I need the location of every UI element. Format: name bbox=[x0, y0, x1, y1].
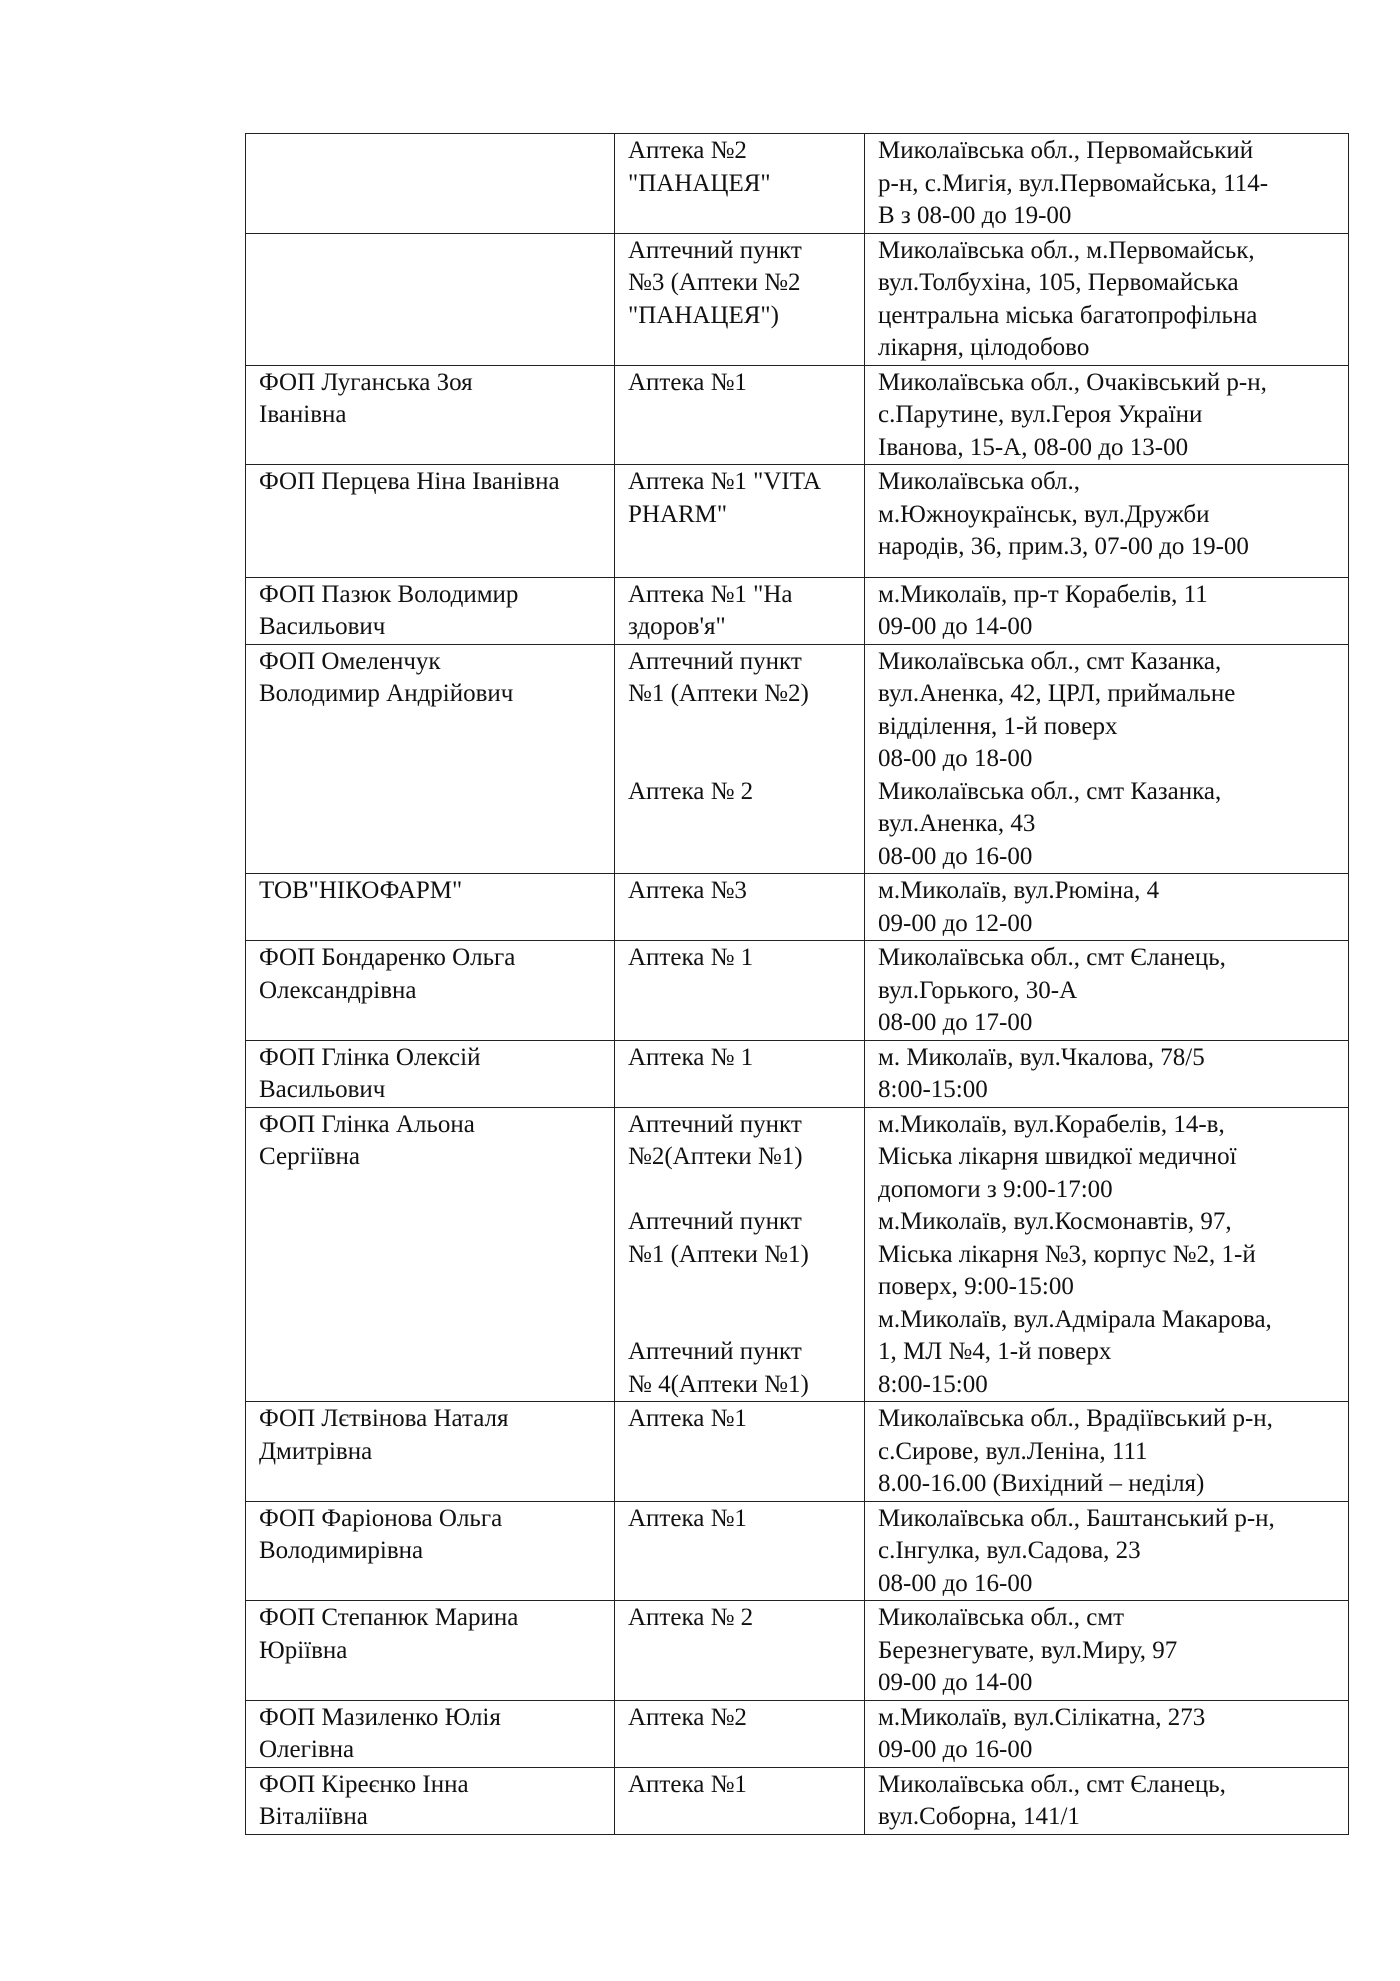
pharmacy-name-line: №3 (Аптеки №2 bbox=[628, 269, 801, 296]
pharmacy-name-line: Аптечний пункт bbox=[628, 236, 802, 264]
address-line: 08-00 до 17-00 bbox=[878, 1009, 1033, 1036]
address-line: м.Миколаїв, пр-т Корабелів, 11 bbox=[878, 580, 1208, 608]
owner-name-line: Володимир Андрійович bbox=[259, 680, 514, 707]
pharmacy-name-line: "ПАНАЦЕЯ") bbox=[628, 301, 779, 329]
pharmacy-name-line: Аптека № 2 bbox=[628, 777, 754, 805]
pharmacy-name-line: Аптека № 1 bbox=[628, 1043, 754, 1071]
address-line: м.Миколаїв, вул.Космонавтів, 97, bbox=[878, 1208, 1232, 1235]
owner-name-line: Іванівна bbox=[259, 401, 347, 428]
address-line: м.Южноукраїнськ, вул.Дружби bbox=[878, 500, 1210, 528]
pharmacy-name-line: Аптечний пункт bbox=[628, 1110, 802, 1138]
table-row bbox=[246, 1767, 1349, 1834]
address-line: Миколаївська обл., Баштанський р-н, bbox=[878, 1504, 1275, 1532]
owner-name-line: ФОП Глінка Альона bbox=[259, 1110, 475, 1138]
address-cell bbox=[865, 1040, 1349, 1107]
pharmacy-name-line: Аптечний пункт bbox=[628, 647, 802, 675]
address-line: 8:00-15:00 bbox=[878, 1370, 988, 1398]
owner-name-line: Олександрівна bbox=[259, 976, 417, 1004]
pharmacy-name-line: Аптека №1 bbox=[628, 1770, 747, 1798]
address-line: Миколаївська обл., Врадіївський р-н, bbox=[878, 1405, 1273, 1432]
spacer bbox=[628, 743, 855, 776]
address-line: 1, МЛ №4, 1-й поверх bbox=[878, 1338, 1112, 1365]
address-cell bbox=[865, 1700, 1349, 1767]
address-line: Миколаївська обл., Первомайський bbox=[878, 137, 1254, 164]
address-line: Миколаївська обл., смт Єланець, bbox=[878, 944, 1226, 971]
owner-name-line: ФОП Лєтвінова Наталя bbox=[259, 1405, 509, 1432]
address-cell bbox=[865, 134, 1349, 234]
owner-name-line: ФОП Мазиленко Юлія bbox=[259, 1703, 501, 1731]
address-line: с.Сирове, вул.Леніна, 111 bbox=[878, 1437, 1148, 1465]
address-line: м.Миколаїв, вул.Рюміна, 4 bbox=[878, 877, 1160, 904]
address-line: вул.Соборна, 141/1 bbox=[878, 1803, 1080, 1830]
pharmacy-name-cell bbox=[615, 1601, 865, 1701]
address-cell bbox=[865, 1107, 1349, 1402]
address-cell bbox=[865, 365, 1349, 465]
address-cell bbox=[865, 644, 1349, 874]
owner-name-line: ФОП Перцева Ніна Іванівна bbox=[259, 468, 560, 495]
pharmacy-name-line: Аптека №1 bbox=[628, 1504, 747, 1532]
pharmacy-name-line: PHARM" bbox=[628, 500, 728, 528]
address-line: вул.Горького, 30-А bbox=[878, 976, 1078, 1004]
address-line: 8.00-16.00 (Вихідний – неділя) bbox=[878, 1470, 1205, 1497]
owner-name-line: Васильович bbox=[259, 613, 386, 640]
address-line: Миколаївська обл., м.Первомайськ, bbox=[878, 236, 1255, 264]
address-line: Миколаївська обл., bbox=[878, 468, 1081, 495]
pharmacy-name-cell bbox=[615, 941, 865, 1041]
pharmacy-name-line: Аптека №1 "VITA bbox=[628, 468, 822, 495]
owner-name-line: ФОП Бондаренко Ольга bbox=[259, 944, 516, 971]
address-line: Миколаївська обл., смт Єланець, bbox=[878, 1770, 1226, 1798]
address-line: 09-00 до 12-00 bbox=[878, 909, 1033, 937]
address-line: В з 08-00 до 19-00 bbox=[878, 202, 1072, 229]
table-row bbox=[246, 874, 1349, 941]
address-line: м.Миколаїв, вул.Адмірала Макарова, bbox=[878, 1305, 1272, 1333]
address-line: Березнегувате, вул.Миру, 97 bbox=[878, 1636, 1178, 1664]
pharmacy-name-cell bbox=[615, 233, 865, 365]
pharmacy-name-cell bbox=[615, 1501, 865, 1601]
pharmacy-name-line: Аптечний пункт bbox=[628, 1208, 802, 1235]
pharmacy-name-line: Аптека №3 bbox=[628, 877, 747, 904]
address-line: 08-00 до 16-00 bbox=[878, 1569, 1033, 1597]
pharmacy-name-line: Аптека №2 bbox=[628, 137, 747, 164]
pharmacy-name-cell bbox=[615, 465, 865, 578]
address-line: Миколаївська обл., смт Казанка, bbox=[878, 647, 1222, 675]
spacer bbox=[628, 1304, 855, 1337]
owner-cell bbox=[246, 233, 615, 365]
table-row bbox=[246, 1501, 1349, 1601]
pharmacy-name-cell bbox=[615, 644, 865, 874]
table-row bbox=[246, 1040, 1349, 1107]
owner-name-line: Сергіївна bbox=[259, 1143, 361, 1170]
address-line: відділення, 1-й поверх bbox=[878, 712, 1118, 740]
owner-cell bbox=[246, 465, 615, 578]
address-line: 08-00 до 18-00 bbox=[878, 745, 1033, 772]
address-line: допомоги з 9:00-17:00 bbox=[878, 1175, 1113, 1203]
address-line: Миколаївська обл., смт bbox=[878, 1604, 1125, 1631]
pharmacy-name-line: "ПАНАЦЕЯ" bbox=[628, 169, 771, 197]
address-line: м. Миколаїв, вул.Чкалова, 78/5 bbox=[878, 1043, 1205, 1071]
owner-cell bbox=[246, 1700, 615, 1767]
pharmacy-name-cell bbox=[615, 1700, 865, 1767]
pharmacy-name-cell bbox=[615, 134, 865, 234]
pharmacy-name-cell bbox=[615, 1767, 865, 1834]
address-line: с.Парутине, вул.Героя України bbox=[878, 401, 1203, 428]
address-line: центральна міська багатопрофільна bbox=[878, 301, 1258, 329]
pharmacy-name-line: Аптека №2 bbox=[628, 1703, 747, 1731]
owner-cell bbox=[246, 1040, 615, 1107]
pharmacy-name-cell bbox=[615, 1107, 865, 1402]
pharmacy-name-line: Аптека № 1 bbox=[628, 944, 754, 971]
pharmacy-name-line: здоров'я" bbox=[628, 613, 726, 640]
table-row bbox=[246, 233, 1349, 365]
address-line: лікарня, цілодобово bbox=[878, 334, 1090, 361]
address-line: Іванова, 15-А, 08-00 до 13-00 bbox=[878, 433, 1189, 461]
address-line: м.Миколаїв, вул.Сілікатна, 273 bbox=[878, 1703, 1206, 1731]
address-cell bbox=[865, 874, 1349, 941]
spacer bbox=[628, 711, 855, 744]
table-row bbox=[246, 1402, 1349, 1502]
pharmacy-name-line: №1 (Аптеки №2) bbox=[628, 680, 809, 707]
address-cell bbox=[865, 577, 1349, 644]
owner-name-line: ТОВ"НІКОФАРМ" bbox=[259, 877, 463, 904]
address-cell bbox=[865, 465, 1349, 578]
spacer bbox=[628, 1271, 855, 1304]
address-line: 09-00 до 14-00 bbox=[878, 613, 1033, 640]
table-row bbox=[246, 1601, 1349, 1701]
owner-name-line: ФОП Кіреєнко Інна bbox=[259, 1770, 469, 1798]
address-line: 8:00-15:00 bbox=[878, 1076, 988, 1103]
pharmacy-name-cell bbox=[615, 577, 865, 644]
pharmacy-name-cell bbox=[615, 365, 865, 465]
owner-cell bbox=[246, 577, 615, 644]
owner-name-line: ФОП Глінка Олексій bbox=[259, 1043, 481, 1071]
address-line: 09-00 до 14-00 bbox=[878, 1669, 1033, 1696]
owner-cell bbox=[246, 1107, 615, 1402]
address-line: Миколаївська обл., смт Казанка, bbox=[878, 777, 1222, 805]
pharmacy-name-cell bbox=[615, 1402, 865, 1502]
spacer bbox=[628, 1174, 855, 1207]
owner-name-line: ФОП Омеленчук bbox=[259, 647, 441, 675]
address-cell bbox=[865, 233, 1349, 365]
pharmacy-name-line: №1 (Аптеки №1) bbox=[628, 1240, 809, 1268]
owner-cell bbox=[246, 365, 615, 465]
address-line: вул.Толбухіна, 105, Первомайська bbox=[878, 269, 1239, 296]
owner-cell bbox=[246, 1601, 615, 1701]
owner-cell bbox=[246, 1402, 615, 1502]
owner-cell bbox=[246, 874, 615, 941]
address-line: Міська лікарня №3, корпус №2, 1-й bbox=[878, 1240, 1256, 1268]
address-line: р-н, с.Мигія, вул.Первомайська, 114- bbox=[878, 169, 1269, 197]
owner-name-line: ФОП Луганська Зоя bbox=[259, 368, 473, 396]
pharmacy-name-line: Аптечний пункт bbox=[628, 1338, 802, 1365]
pharmacy-table-body bbox=[246, 134, 1349, 1835]
table-row bbox=[246, 365, 1349, 465]
address-cell bbox=[865, 941, 1349, 1041]
pharmacy-name-line: № 4(Аптеки №1) bbox=[628, 1370, 809, 1398]
owner-cell bbox=[246, 1767, 615, 1834]
address-line: вул.Аненка, 42, ЦРЛ, приймальне bbox=[878, 680, 1236, 707]
pharmacy-name-cell bbox=[615, 1040, 865, 1107]
address-line: вул.Аненка, 43 bbox=[878, 810, 1036, 837]
table-row bbox=[246, 644, 1349, 874]
address-line: 08-00 до 16-00 bbox=[878, 842, 1033, 870]
address-line: 09-00 до 16-00 bbox=[878, 1736, 1033, 1763]
pharmacy-name-line: №2(Аптеки №1) bbox=[628, 1143, 803, 1170]
owner-name-line: Володимирівна bbox=[259, 1537, 424, 1564]
owner-name-line: Васильович bbox=[259, 1076, 386, 1103]
table-row bbox=[246, 1700, 1349, 1767]
pharmacy-name-line: Аптека №1 bbox=[628, 1405, 747, 1432]
address-line: с.Інгулка, вул.Садова, 23 bbox=[878, 1537, 1141, 1564]
address-cell bbox=[865, 1601, 1349, 1701]
owner-name-line: Юріївна bbox=[259, 1636, 348, 1664]
address-cell bbox=[865, 1501, 1349, 1601]
owner-name-line: ФОП Степанюк Марина bbox=[259, 1604, 519, 1631]
table-row bbox=[246, 1107, 1349, 1402]
address-cell bbox=[865, 1402, 1349, 1502]
owner-name-line: ФОП Фаріонова Ольга bbox=[259, 1504, 503, 1532]
address-line: поверх, 9:00-15:00 bbox=[878, 1273, 1074, 1300]
pharmacy-table bbox=[245, 133, 1349, 1835]
owner-cell bbox=[246, 941, 615, 1041]
owner-cell bbox=[246, 134, 615, 234]
pharmacy-name-line: Аптека № 2 bbox=[628, 1604, 754, 1631]
owner-name-line: Дмитрівна bbox=[259, 1437, 373, 1465]
owner-cell bbox=[246, 1501, 615, 1601]
pharmacy-name-line: Аптека №1 "На bbox=[628, 580, 793, 608]
table-row bbox=[246, 465, 1349, 578]
address-cell bbox=[865, 1767, 1349, 1834]
address-line: народів, 36, прим.3, 07-00 до 19-00 bbox=[878, 533, 1249, 560]
table-row bbox=[246, 134, 1349, 234]
table-row bbox=[246, 577, 1349, 644]
owner-cell bbox=[246, 644, 615, 874]
table-row bbox=[246, 941, 1349, 1041]
address-line: м.Миколаїв, вул.Корабелів, 14-в, bbox=[878, 1110, 1225, 1138]
pharmacy-name-line: Аптека №1 bbox=[628, 368, 747, 396]
owner-name-line: ФОП Пазюк Володимир bbox=[259, 580, 519, 608]
address-line: Міська лікарня швидкої медичної bbox=[878, 1143, 1237, 1170]
owner-name-line: Віталіївна bbox=[259, 1803, 368, 1830]
address-line: Миколаївська обл., Очаківський р-н, bbox=[878, 368, 1267, 396]
pharmacy-name-cell bbox=[615, 874, 865, 941]
owner-name-line: Олегівна bbox=[259, 1736, 355, 1763]
